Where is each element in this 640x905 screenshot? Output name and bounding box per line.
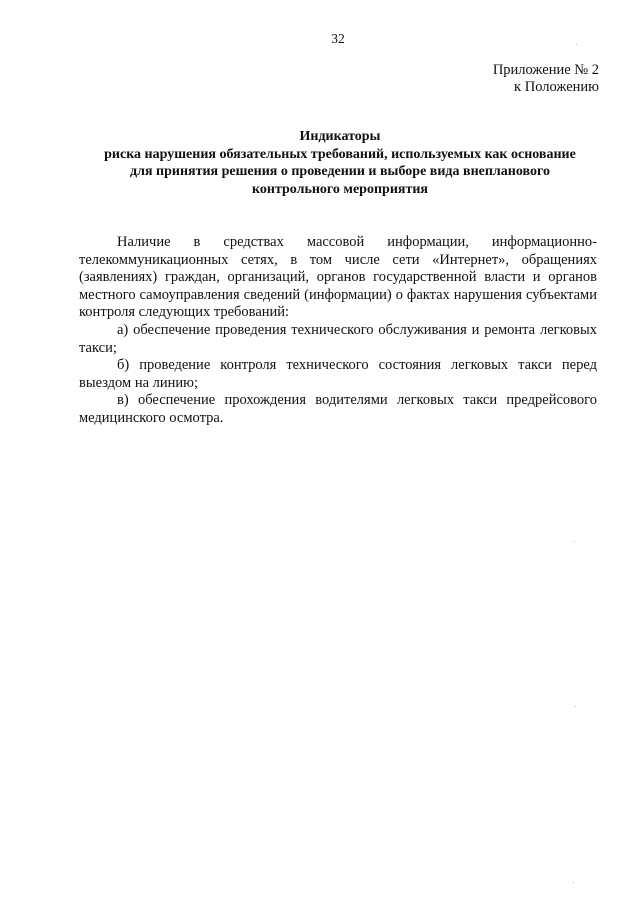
heading-line-1: Индикаторы: [299, 129, 381, 144]
list-item-a: а) обеспечение проведения технического обслуживания и ремонта легковых такси;: [79, 321, 597, 356]
list-item-b: б) проведение контроля технического состояния легковых такси перед выездом на линию;: [79, 357, 597, 391]
appendix-line-2: к Положению: [514, 79, 599, 95]
scan-speck: [574, 541, 575, 542]
list-item-c: в) обеспечение прохождения водителями легковых такси предрейсового медицинского осмотра.: [79, 392, 597, 426]
heading-line-4: контрольного мероприятия: [252, 181, 428, 197]
heading-line-3: для принятия решения о проведении и выборе вида внепланового: [130, 164, 550, 179]
scan-speck: [573, 882, 574, 883]
intro-paragraph: Наличие в средствах массовой информации, информационно-телекоммуникационных сетях, в том числе сети «Интернет», обращениях (заявлениях) граждан, организаций, органов государственной власти и органов местного самоуправления сведений (информации) о фактах нарушения субъектами контроля следующих требований:: [79, 234, 597, 321]
scan-speck: [575, 706, 576, 707]
scan-speck: [576, 44, 577, 45]
page-number: 32: [331, 31, 345, 46]
document-heading: [80, 128, 600, 198]
heading-line-2: риска нарушения обязательных требований, используемых как основание: [104, 146, 576, 162]
appendix-line-1: Приложение № 2: [492, 62, 599, 78]
appendix-reference: [493, 62, 599, 96]
document-body: [79, 234, 597, 428]
